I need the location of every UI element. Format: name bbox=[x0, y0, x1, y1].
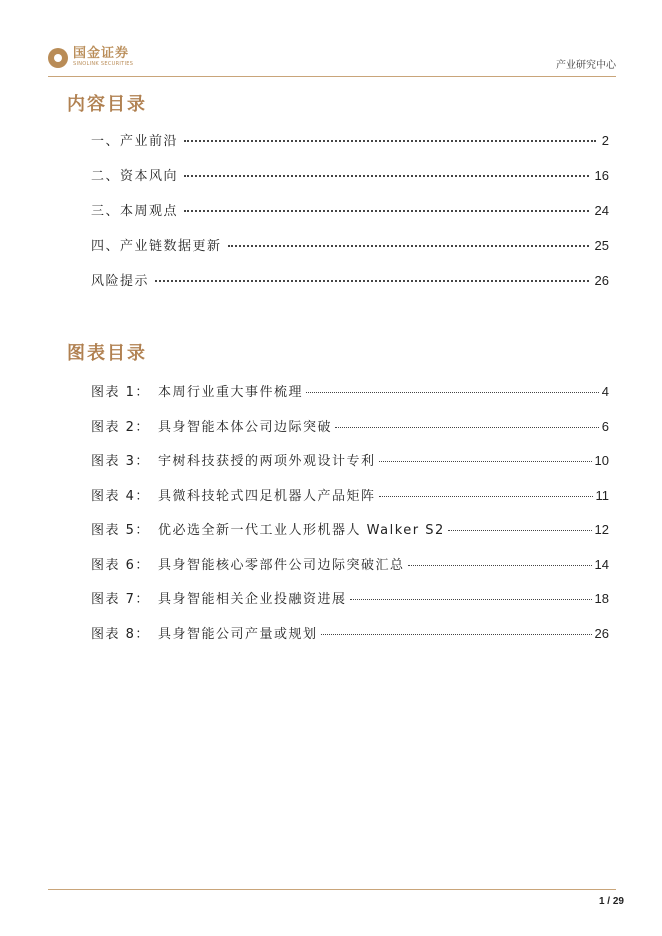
chart-entry[interactable] bbox=[91, 450, 609, 485]
toc-dot-leader bbox=[184, 140, 596, 142]
logo-name-cn: 国金证券 bbox=[73, 46, 130, 61]
header-divider bbox=[48, 76, 616, 77]
toc-entry[interactable] bbox=[91, 200, 609, 235]
toc-entry-label: 四、产业链数据更新 bbox=[91, 239, 222, 254]
chart-entry-title: 优必选全新一代工业人形机器人 Walker S2 bbox=[158, 523, 445, 538]
chart-entry[interactable] bbox=[91, 485, 609, 520]
chart-entry-page: 18 bbox=[594, 591, 609, 606]
toc-entry-page: 2 bbox=[601, 133, 609, 148]
chart-entry-title: 具身智能核心零部件公司边际突破汇总 bbox=[158, 557, 405, 573]
chart-entry[interactable] bbox=[91, 588, 609, 623]
chart-dot-leader bbox=[335, 427, 599, 428]
chart-entry-number: 图表 1： bbox=[91, 385, 150, 400]
chart-dot-leader bbox=[306, 392, 599, 393]
chart-entry-title: 具身智能本体公司边际突破 bbox=[158, 419, 333, 435]
chart-dot-leader bbox=[379, 461, 592, 462]
chart-entry-number: 图表 8： bbox=[91, 626, 150, 642]
toc-entry-label: 一、产业前沿 bbox=[91, 134, 179, 149]
toc-entry-label: 三、本周观点 bbox=[91, 204, 179, 219]
page-number: 1 / 29 bbox=[598, 896, 624, 907]
chart-entry-title: 具微科技轮式四足机器人产品矩阵 bbox=[158, 488, 376, 504]
toc-dot-leader bbox=[184, 210, 589, 212]
toc-dot-leader bbox=[184, 175, 589, 177]
chart-entry-page: 14 bbox=[594, 556, 609, 572]
toc-entry-page: 26 bbox=[594, 273, 609, 288]
toc-entry-page: 16 bbox=[594, 168, 609, 183]
chart-entry-title: 具身智能相关企业投融资进展 bbox=[158, 592, 347, 607]
chart-dot-leader bbox=[350, 599, 592, 600]
toc-entry[interactable] bbox=[91, 165, 609, 200]
toc-entry-page: 25 bbox=[594, 238, 609, 253]
chart-entry-title: 宇树科技获授的两项外观设计专利 bbox=[158, 454, 376, 469]
chart-dot-leader bbox=[321, 634, 592, 635]
chart-entry-number: 图表 2： bbox=[91, 419, 150, 435]
chart-entry-number: 图表 3： bbox=[91, 454, 150, 469]
toc-dot-leader bbox=[155, 280, 589, 282]
chart-entry-page: 26 bbox=[594, 625, 609, 641]
chart-entry-page: 6 bbox=[601, 418, 609, 434]
chart-entry-title: 本周行业重大事件梳理 bbox=[158, 385, 304, 400]
chart-entry[interactable] bbox=[91, 554, 609, 589]
company-logo bbox=[48, 47, 133, 68]
department-label: 产业研究中心 bbox=[556, 60, 616, 71]
chart-entry[interactable] bbox=[91, 623, 609, 658]
chart-list bbox=[91, 381, 609, 657]
chart-dot-leader bbox=[448, 530, 592, 531]
toc-entry[interactable] bbox=[91, 235, 609, 270]
toc-entry[interactable] bbox=[91, 130, 609, 165]
toc-entry-page: 24 bbox=[594, 203, 609, 218]
toc-entry-label: 风险提示 bbox=[91, 274, 150, 289]
chart-entry[interactable] bbox=[91, 416, 609, 451]
chart-list-title: 图表目录 bbox=[67, 343, 147, 364]
chart-entry-number: 图表 5： bbox=[91, 523, 150, 538]
logo-name-en: SINOLINK SECURITIES bbox=[73, 61, 134, 67]
chart-entry[interactable] bbox=[91, 381, 609, 416]
chart-entry-title: 具身智能公司产量或规划 bbox=[158, 626, 318, 642]
toc-entry-label: 二、资本风向 bbox=[91, 169, 179, 184]
footer-divider bbox=[48, 889, 616, 890]
toc-title: 内容目录 bbox=[67, 94, 147, 115]
chart-dot-leader bbox=[408, 565, 592, 566]
chart-entry-number: 图表 7： bbox=[91, 592, 150, 607]
chart-entry-page: 11 bbox=[595, 487, 609, 503]
chart-entry-number: 图表 6： bbox=[91, 557, 150, 573]
chart-entry-page: 12 bbox=[594, 522, 609, 537]
chart-entry-number: 图表 4： bbox=[91, 488, 150, 504]
toc-list bbox=[91, 130, 609, 305]
chart-entry-page: 10 bbox=[594, 453, 609, 468]
chart-dot-leader bbox=[379, 496, 593, 497]
toc-entry[interactable] bbox=[91, 270, 609, 305]
toc-dot-leader bbox=[228, 245, 589, 247]
chart-entry-page: 4 bbox=[601, 384, 609, 399]
chart-entry[interactable] bbox=[91, 519, 609, 554]
logo-emblem-icon bbox=[48, 48, 68, 68]
